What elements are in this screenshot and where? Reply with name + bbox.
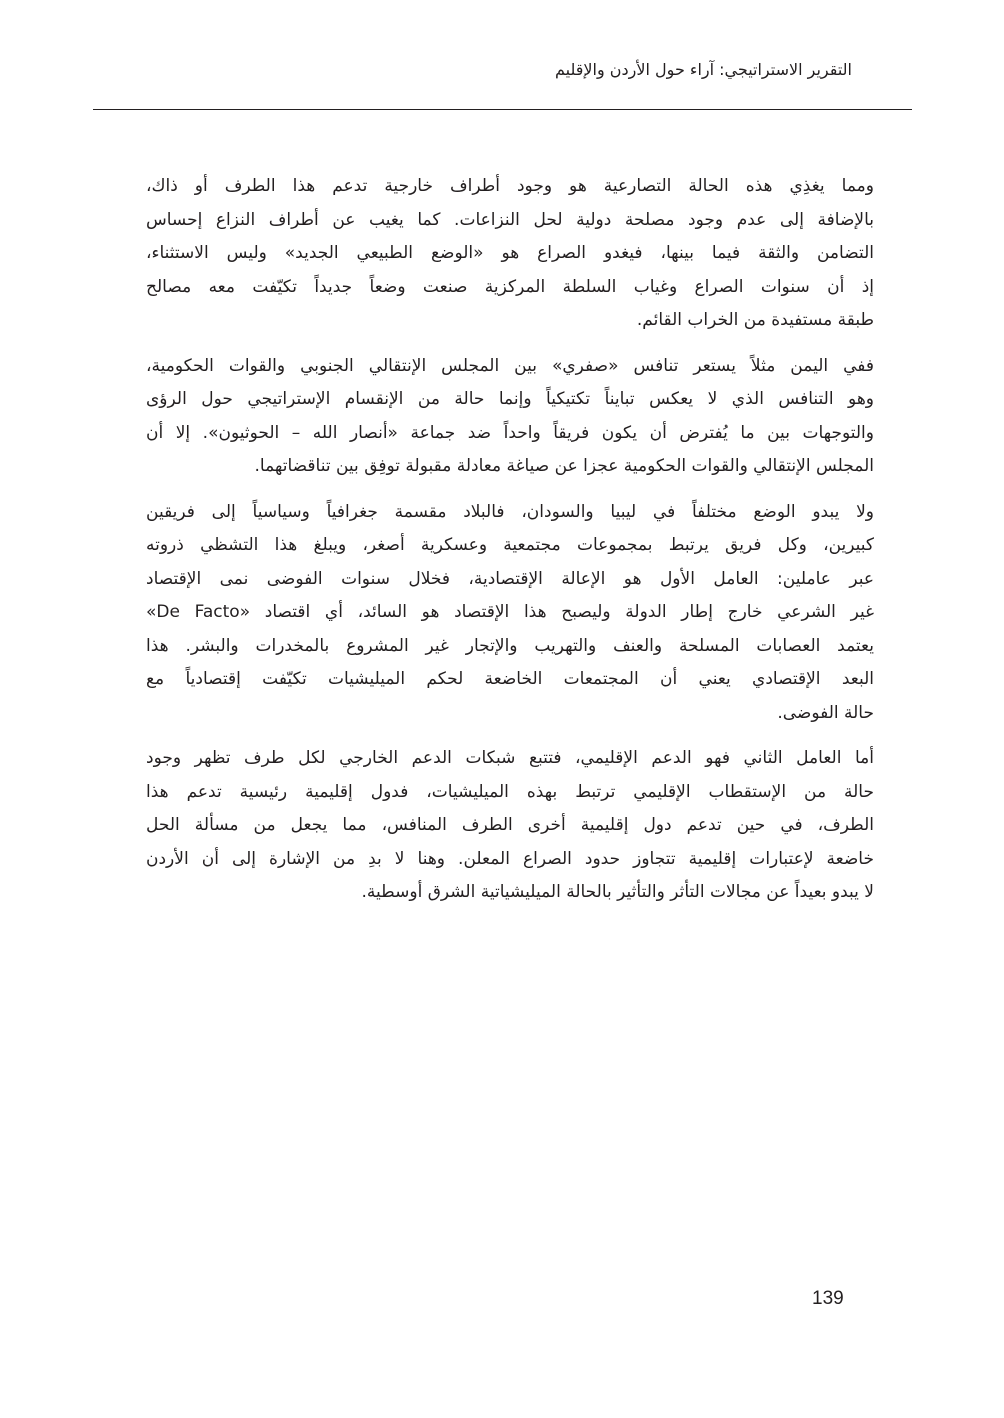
- text-line: والتوجهات بين ما يُفترض أن يكون فريقاً واحداً ضد جماعة «أنصار الله – الحوثيون». إلا أن: [146, 422, 874, 443]
- paragraph-3: [146, 496, 874, 731]
- text-line: لا يبدو بعيداً عن مجالات التأثر والتأثير بالحالة الميليشياتية الشرق أوسطية.: [361, 882, 874, 902]
- text-line: ولا يبدو الوضع مختلفاً في ليبيا والسودان، فالبلاد مقسمة جغرافياً وسياسياً إلى فريقين: [146, 501, 874, 522]
- text-line: التضامن والثقة فيما بينها، فيغدو الصراع هو «الوضع الطبيعي الجديد» وليس الاستثناء،: [146, 243, 874, 263]
- body-text: [146, 170, 874, 922]
- text-line: أما العامل الثاني فهو الدعم الإقليمي، فتتبع شبكات الدعم الخارجي لكل طرف تظهر وجود: [146, 748, 874, 768]
- text-line: طبقة مستفيدة من الخراب القائم.: [636, 310, 874, 330]
- text-line: حالة الفوضى.: [777, 702, 874, 723]
- text-line: البعد الإقتصادي يعني أن المجتمعات الخاضعة لحكم الميليشيات تكيّفت إقتصادياً مع: [146, 669, 874, 689]
- paragraph-4: [146, 742, 874, 910]
- text-line: الطرف، في حين تدعم دول إقليمية أخرى الطرف المنافس، مما يجعل من مسألة الحل: [146, 815, 874, 835]
- text-line: كبيرين، وكل فريق يرتبط بمجموعات مجتمعية وعسكرية أصغر، ويبلغ هذا التشظي ذروته: [146, 535, 874, 555]
- text-line: بالإضافة إلى عدم وجود مصلحة دولية لحل النزاعات. كما يغيب عن أطراف النزاع إحساس: [146, 209, 874, 230]
- text-line: ومما يغذِي هذه الحالة التصارعية هو وجود أطراف خارجية تدعم هذا الطرف أو ذاك،: [146, 176, 874, 196]
- text-line: حالة من الإستقطاب الإقليمي ترتبط بهذه الميليشيات، فدول إقليمية رئيسية تدعم هذا: [146, 781, 874, 802]
- text-line: المجلس الإنتقالي والقوات الحكومية عجزا عن صياغة معادلة مقبولة توفِق بين تناقضاتهما.: [254, 456, 874, 476]
- text-line: ففي اليمن مثلاً يستعر تنافس «صفري» بين المجلس الإنتقالي الجنوبي والقوات الحكومية،: [146, 355, 874, 376]
- page-number: 139: [812, 1288, 844, 1309]
- text-line: إذ أن سنوات الصراع وغياب السلطة المركزية صنعت وضعاً جديداً تكيّفت معه مصالح: [146, 276, 874, 297]
- paragraph-1: [146, 170, 874, 338]
- header-divider: [93, 109, 912, 110]
- text-line: عبر عاملين: العامل الأول هو الإعالة الإقتصادية، فخلال سنوات الفوضى نمى الإقتصاد: [146, 568, 874, 589]
- text-line: غير الشرعي خارج إطار الدولة وليصبح هذا الإقتصاد هو السائد، أي اقتصاد «De Facto»: [146, 602, 874, 622]
- text-line: خاضعة لإعتبارات إقليمية تتجاوز حدود الصراع المعلن. وهنا لا بدِ من الإشارة إلى أن الأردن: [146, 848, 874, 869]
- running-header-title: التقرير الاستراتيجي: آراء حول الأردن والإقليم: [554, 60, 852, 79]
- paragraph-2: [146, 350, 874, 484]
- text-line: يعتمد العصابات المسلحة والعنف والتهريب والإتجار غير المشروع بالمخدرات والبشر. هذا: [146, 635, 874, 656]
- text-line: وهو التنافس الذي لا يعكس تبايناً تكتيكياً وإنما حالة من الإنقسام الإستراتيجي حول الرؤى: [146, 389, 874, 409]
